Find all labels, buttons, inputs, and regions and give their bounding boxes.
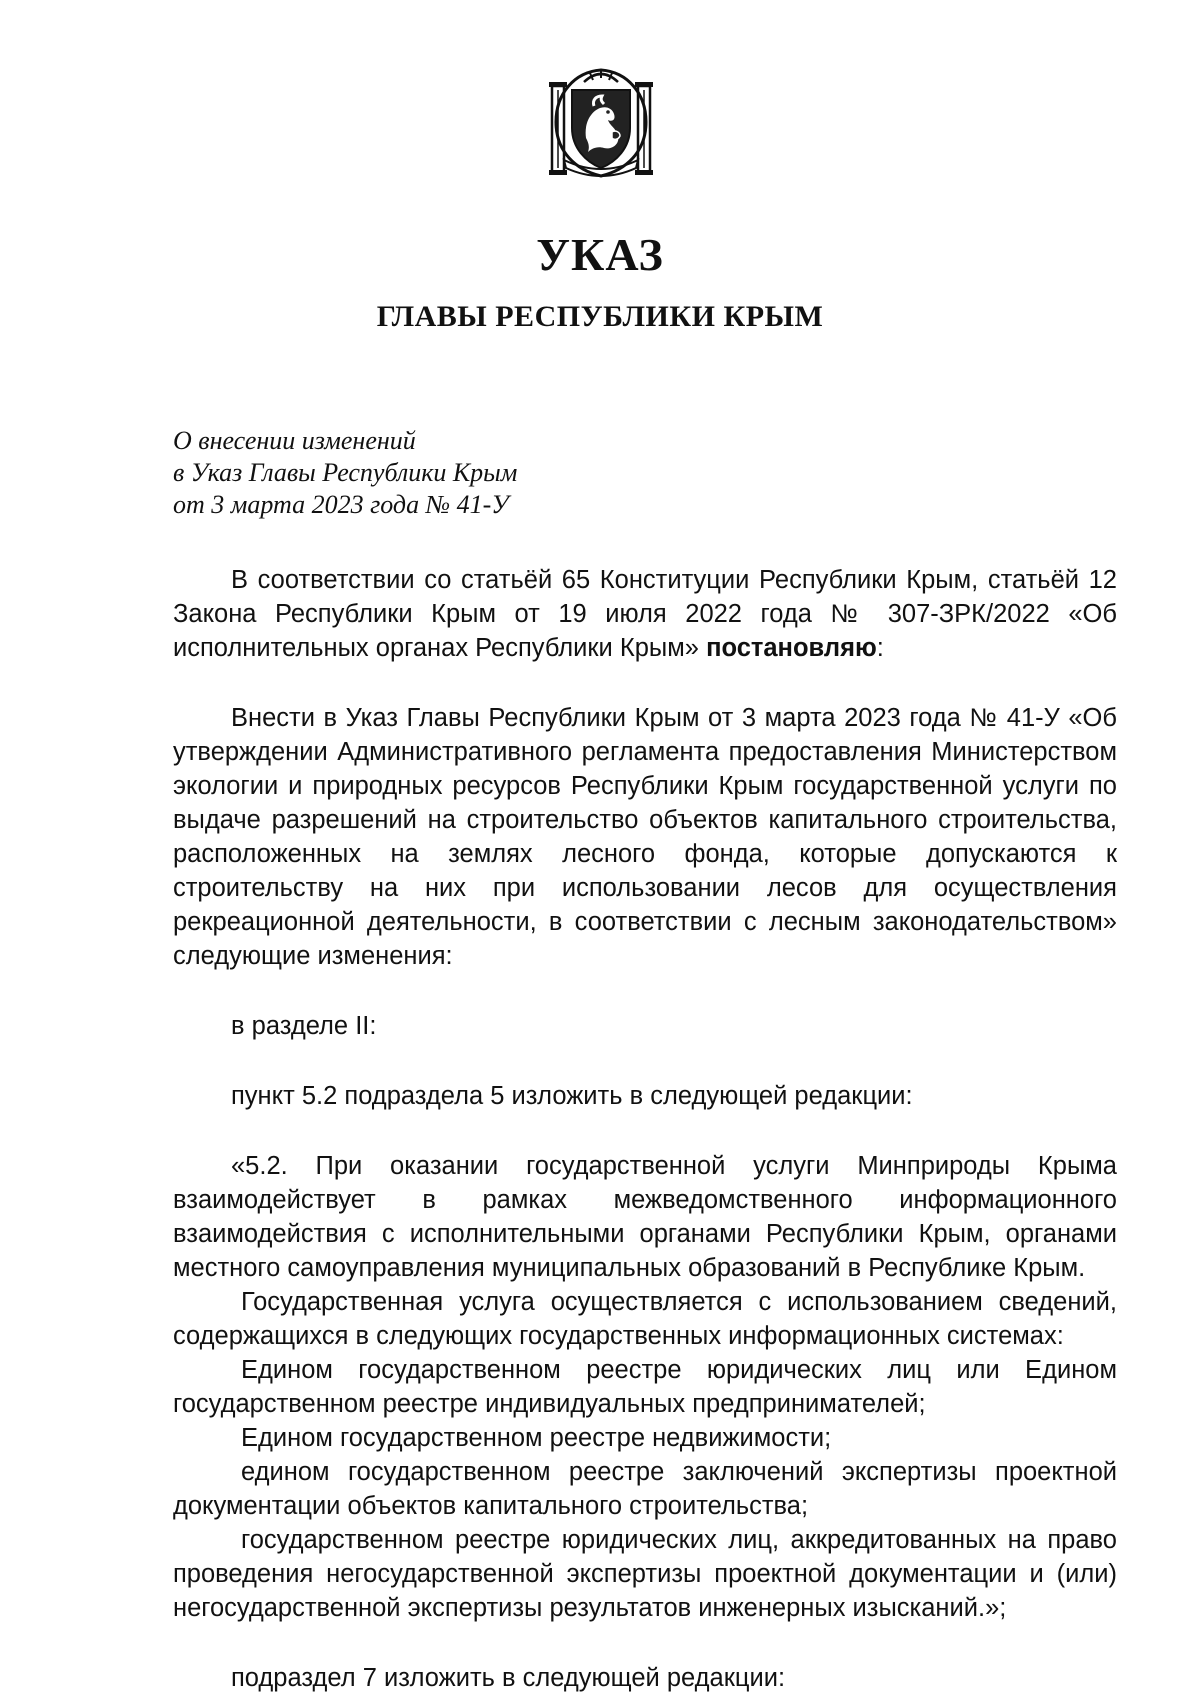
document-title: УКАЗ <box>536 229 664 280</box>
body-paragraph: Внести в Указ Главы Республики Крым от 3 марта 2023 года № 41-У «Об утверждении Административного регламента предоставления Министерством экологии и природных ресурсов Республики Крым государственной услуги по выдаче разрешений на строительство объектов капитального строительства, расположенных на землях лесного фонда, которые допускаются к строительству на них при использовании лесов для осуществления рекреационной деятельности, в соответствии с лесным законодательством» следующие изменения: <box>173 704 1117 970</box>
preamble-tail: : <box>876 634 884 662</box>
subject-line: от 3 марта 2023 года № 41-У <box>173 490 509 519</box>
preamble-text: В соответствии со статьёй 65 Конституции Республики Крым, статьёй 12 Закона Республики Крым от 19 июля 2022 года № 307-ЗРК/2022 «Об исполнительных органах Республики Крым» <box>173 566 1117 662</box>
document-body <box>173 425 1117 1695</box>
subject-line: в Указ Главы Республики Крым <box>173 458 518 487</box>
body-paragraph: пункт 5.2 подраздела 5 изложить в следующей редакции: <box>231 1082 913 1110</box>
body-paragraph: Едином государственном реестре юридических лиц или Едином государственном реестре индивидуальных предпринимателей; <box>173 1356 1117 1418</box>
decree-subject <box>173 425 1117 521</box>
body-paragraph: государственном реестре юридических лиц, аккредитованных на право проведения негосударственной экспертизы проектной документации и (или) негосударственной экспертизы результатов инженерных изысканий.»; <box>173 1526 1117 1622</box>
body-paragraph: едином государственном реестре заключений экспертизы проектной документации объектов капитального строительства; <box>173 1458 1117 1520</box>
document-subtitle: ГЛАВЫ РЕСПУБЛИКИ КРЫМ <box>376 300 824 333</box>
body-paragraph: «5.2. При оказании государственной услуги Минприроды Крыма взаимодействует в рамках межведомственного информационного взаимодействия с исполнительными органами Республики Крым, органами местного самоуправления муниципальных образований в Республике Крым. <box>173 1152 1117 1282</box>
preamble-paragraph <box>173 563 1117 665</box>
crimea-coat-of-arms-icon <box>546 66 656 180</box>
preamble-decision-word: постановляю <box>706 634 877 662</box>
body-paragraph: подраздел 7 изложить в следующей редакции: <box>231 1664 786 1692</box>
body-paragraph: Едином государственном реестре недвижимости; <box>241 1424 832 1452</box>
body-paragraph: в разделе II: <box>231 1012 377 1040</box>
subject-line: О внесении изменений <box>173 426 416 455</box>
body-paragraph: Государственная услуга осуществляется с использованием сведений, содержащихся в следующих государственных информационных системах: <box>173 1288 1117 1350</box>
